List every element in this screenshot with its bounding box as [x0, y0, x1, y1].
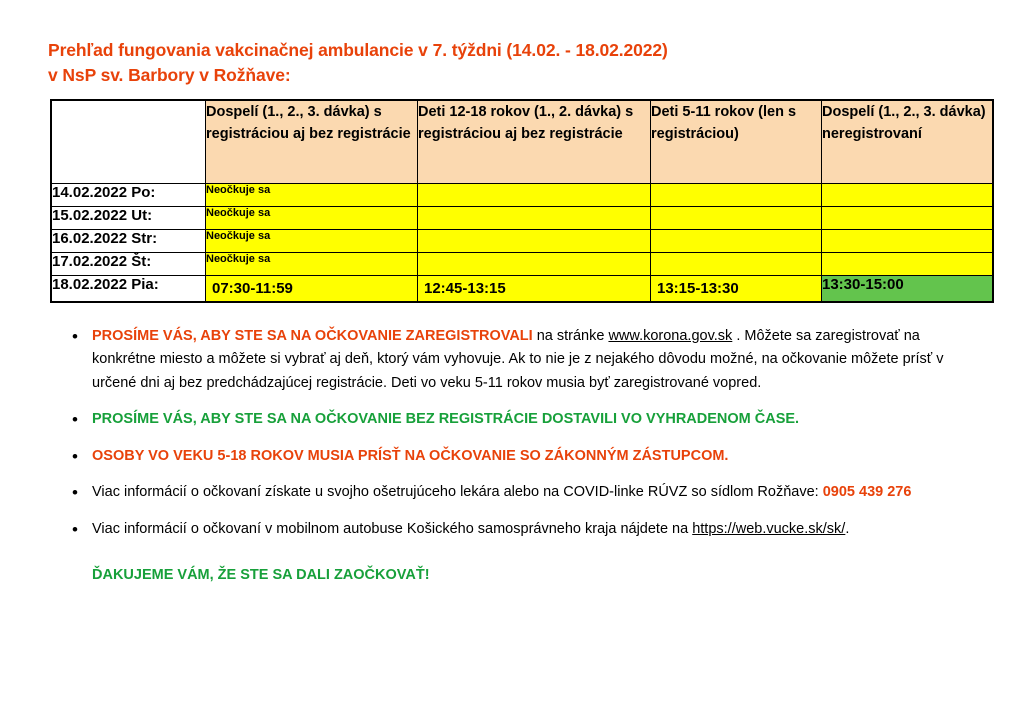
row-cell-children-5-11: 13:15-13:30 — [651, 275, 822, 302]
row-cell-children-12-18 — [418, 206, 651, 229]
header-adults-registered: Dospelí (1., 2., 3. dávka) s registráciou aj bez registrácie — [206, 100, 418, 184]
row-cell-children-5-11 — [651, 252, 822, 275]
list-item — [48, 408, 976, 431]
korona-gov-link[interactable]: www.korona.gov.sk — [608, 327, 733, 344]
vucke-link[interactable]: https://web.vucke.sk/sk/ — [692, 520, 846, 537]
table-row — [51, 183, 993, 206]
notes-list — [48, 325, 976, 541]
table-row — [51, 206, 993, 229]
thank-you-footer: ĎAKUJEME VÁM, ŽE STE SA DALI ZAOČKOVAŤ! — [92, 567, 430, 584]
table-header-row — [51, 100, 993, 184]
header-corner-cell — [51, 100, 206, 184]
note-1-lead: PROSÍME VÁS, ABY STE SA NA OČKOVANIE ZAREGISTROVALI — [92, 327, 533, 344]
row-day-label: 14.02.2022 Po: — [51, 183, 206, 206]
row-cell-adults-registered: Neočkuje sa — [206, 183, 418, 206]
row-day-label: 17.02.2022 Št: — [51, 252, 206, 275]
row-cell-adults-registered: 07:30-11:59 — [206, 275, 418, 302]
header-children-5-11: Deti 5-11 rokov (len s registráciou) — [651, 100, 822, 184]
note-5-text: Viac informácií o očkovaní v mobilnom autobuse Košického samosprávneho kraja nájdete na — [92, 520, 693, 537]
note-3-text: OSOBY VO VEKU 5-18 ROKOV MUSIA PRÍSŤ NA OČKOVANIE SO ZÁKONNÝM ZÁSTUPCOM. — [92, 447, 729, 464]
row-cell-adults-registered: Neočkuje sa — [206, 229, 418, 252]
covid-line-phone: 0905 439 276 — [822, 484, 912, 501]
header-adults-unregistered: Dospelí (1., 2., 3. dávka) neregistrovaní — [822, 100, 994, 184]
list-item — [48, 481, 976, 504]
row-day-label: 15.02.2022 Ut: — [51, 206, 206, 229]
row-cell-children-12-18: 12:45-13:15 — [418, 275, 651, 302]
note-2-text: PROSÍME VÁS, ABY STE SA NA OČKOVANIE BEZ REGISTRÁCIE DOSTAVILI VO VYHRADENOM ČASE. — [92, 411, 800, 428]
schedule-table — [50, 99, 994, 303]
row-day-label: 16.02.2022 Str: — [51, 229, 206, 252]
row-cell-adults-unregistered — [822, 206, 994, 229]
header-children-12-18: Deti 12-18 rokov (1., 2. dávka) s registráciou aj bez registrácie — [418, 100, 651, 184]
list-item — [48, 518, 976, 541]
row-cell-children-5-11 — [651, 206, 822, 229]
row-cell-adults-registered: Neočkuje sa — [206, 252, 418, 275]
row-cell-children-5-11 — [651, 229, 822, 252]
table-row — [51, 229, 993, 252]
row-cell-children-12-18 — [418, 183, 651, 206]
table-row — [51, 252, 993, 275]
page-title-line-2: v NsP sv. Barbory v Rožňave: — [48, 65, 291, 86]
note-4-text: Viac informácií o očkovaní získate u svojho ošetrujúceho lekára alebo na COVID-linke RÚVZ so sídlom Rožňave: — [92, 484, 823, 501]
list-item — [48, 325, 976, 395]
page-title — [48, 38, 976, 89]
row-cell-adults-unregistered — [822, 229, 994, 252]
row-cell-children-12-18 — [418, 252, 651, 275]
page-title-line-1: Prehľad fungovania vakcinačnej ambulancie v 7. týždni (14.02. - 18.02.2022) — [48, 40, 668, 60]
note-1-rest: . Môžete sa zaregistrovať na konkrétne miesto a môžete si vybrať aj deň, ktorý vám vyhovuje. Ak to nie je z nejakého dôvodu možné, na očkovanie môžete prísť v určené dni aj bez predchádzajúcej registrácie. Deti vo veku 5-11 rokov musia byť zaregistrované vopred. — [92, 327, 944, 391]
row-cell-children-5-11 — [651, 183, 822, 206]
row-cell-adults-unregistered — [822, 183, 994, 206]
row-cell-adults-unregistered — [822, 252, 994, 275]
row-day-label: 18.02.2022 Pia: — [51, 275, 206, 302]
row-cell-children-12-18 — [418, 229, 651, 252]
row-cell-adults-registered: Neočkuje sa — [206, 206, 418, 229]
note-1-mid: na stránke — [532, 327, 609, 344]
note-5-after: . — [845, 520, 850, 537]
table-row — [51, 275, 993, 302]
list-item — [48, 445, 976, 468]
row-cell-adults-unregistered: 13:30-15:00 — [822, 275, 994, 302]
